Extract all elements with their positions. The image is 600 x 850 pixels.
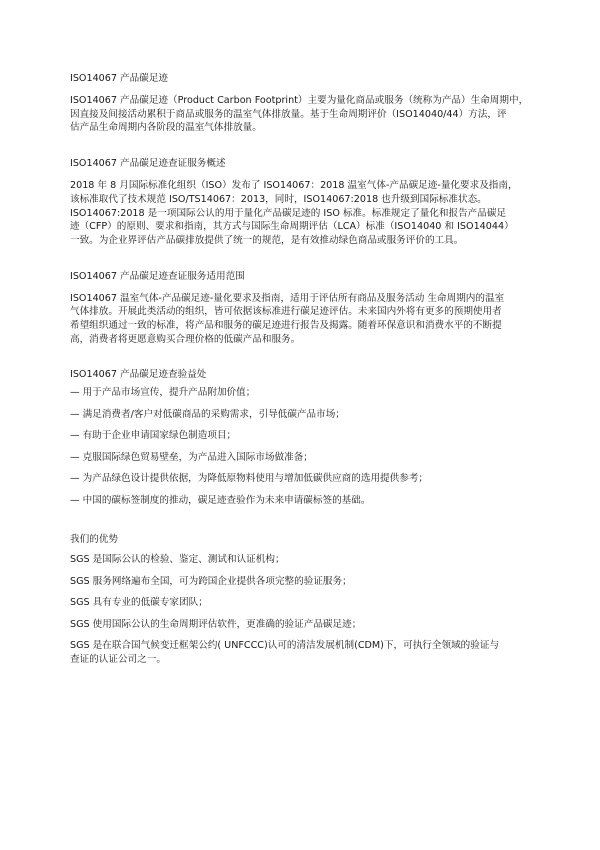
section-service-overview (70, 157, 532, 248)
paragraph-line: 一致。为企业界评估产品碳排放提供了统一的规范，是有效推动绿色商品或服务评价的工具。 (70, 234, 464, 246)
document-page (70, 72, 532, 667)
list-item: SGS 是国际公认的检验、鉴定、测试和认证机构； (70, 554, 285, 566)
section-service-scope (70, 270, 532, 347)
section-product-carbon-footprint (70, 72, 532, 135)
paragraph-line: 因直接及间接活动累积于商品或服务的温室气体排放量。基于生命周期评价（ISO14040/44）方法，评 (70, 108, 507, 120)
paragraph-line: 2018 年 8 月国际标准化组织（ISO）发布了 ISO14067：2018 温室气体-产品碳足迹-量化要求及指南， (70, 180, 518, 192)
paragraph-line: 气体排放。开展此类活动的组织，皆可依据该标准进行碳足迹评估。未来国内外将有更多的预期使用者 (70, 306, 502, 318)
paragraph-line: SGS 是在联合国气候变迁框架公约( UNFCCC)认可的清洁发展机制(CDM)下，可执行全领域的验证与 (70, 640, 500, 652)
list-item: SGS 使用国际公认的生命周期评估软件，更准确的验证产品碳足迹； (70, 618, 362, 630)
paragraph-line: ISO14067 产品碳足迹（Product Carbon Footprint）主要为量化商品或服务（统称为产品）生命周期中， (70, 95, 529, 106)
section-paragraph (70, 179, 532, 248)
list-item: SGS 具有专业的低碳专家团队； (70, 597, 208, 609)
section-our-advantages (70, 533, 532, 666)
list-item: — 为产品绿色设计提供依据，为降低原物料使用与增加低碳供应商的选用提供参考； (70, 473, 429, 485)
advantages-list (70, 553, 532, 666)
benefits-list (70, 386, 532, 507)
section-paragraph (70, 94, 532, 135)
paragraph-line: 迹（CFP）的原则、要求和指南，其方式与国际生命周期评估（LCA）标准（ISO14040 和 ISO14044） (70, 221, 514, 233)
list-item: SGS 服务网络遍布全国，可为跨国企业提供各项完整的验证服务； (70, 575, 352, 587)
section-paragraph (70, 292, 532, 347)
paragraph-line: 查证的认证公司之一。 (70, 654, 166, 666)
list-item-multiline (70, 639, 532, 666)
section-heading: ISO14067 产品碳足迹 (70, 73, 169, 84)
list-item: — 满足消费者/客户对低碳商品的采购需求，引导低碳产品市场； (70, 408, 345, 420)
section-benefits (70, 368, 532, 507)
list-item: — 用于产品市场宣传，提升产品附加价值； (70, 387, 256, 399)
list-item: — 有助于企业申请国家绿色制造项目； (70, 430, 237, 442)
paragraph-line: 希望组织通过一致的标准，将产品和服务的碳足迹进行报告及揭露。随着环保意识和消费水平的不断提 (70, 320, 502, 332)
section-heading: ISO14067 产品碳足迹查证服务概述 (70, 158, 226, 170)
section-heading: ISO14067 产品碳足迹查证服务适用范围 (70, 270, 245, 282)
section-heading: 我们的优势 (70, 534, 118, 546)
section-heading: ISO14067 产品碳足迹查验益处 (70, 369, 207, 381)
paragraph-line: 该标准取代了技术规范 ISO/TS14067：2013，同时，ISO14067:2018 也升级到国际标准状态。 (70, 193, 487, 205)
list-item: — 克服国际绿色贸易壁垒，为产品进入国际市场做准备； (70, 451, 313, 463)
paragraph-line: 高，消费者将更愿意购买合理价格的低碳产品和服务。 (70, 333, 301, 345)
list-item: — 中国的碳标签制度的推动，碳足迹查验作为未来申请碳标签的基础。 (70, 494, 371, 506)
paragraph-line: ISO14067 温室气体-产品碳足迹-量化要求及指南，适用于评估所有商品及服务活动 生命周期内的温室 (70, 292, 505, 304)
paragraph-line: ISO14067:2018 是一项国际公认的用于量化产品碳足迹的 ISO 标准。标准规定了量化和报告产品碳足 (70, 207, 507, 219)
paragraph-line: 估产品生命周期内各阶段的温室气体排放量。 (70, 122, 262, 134)
